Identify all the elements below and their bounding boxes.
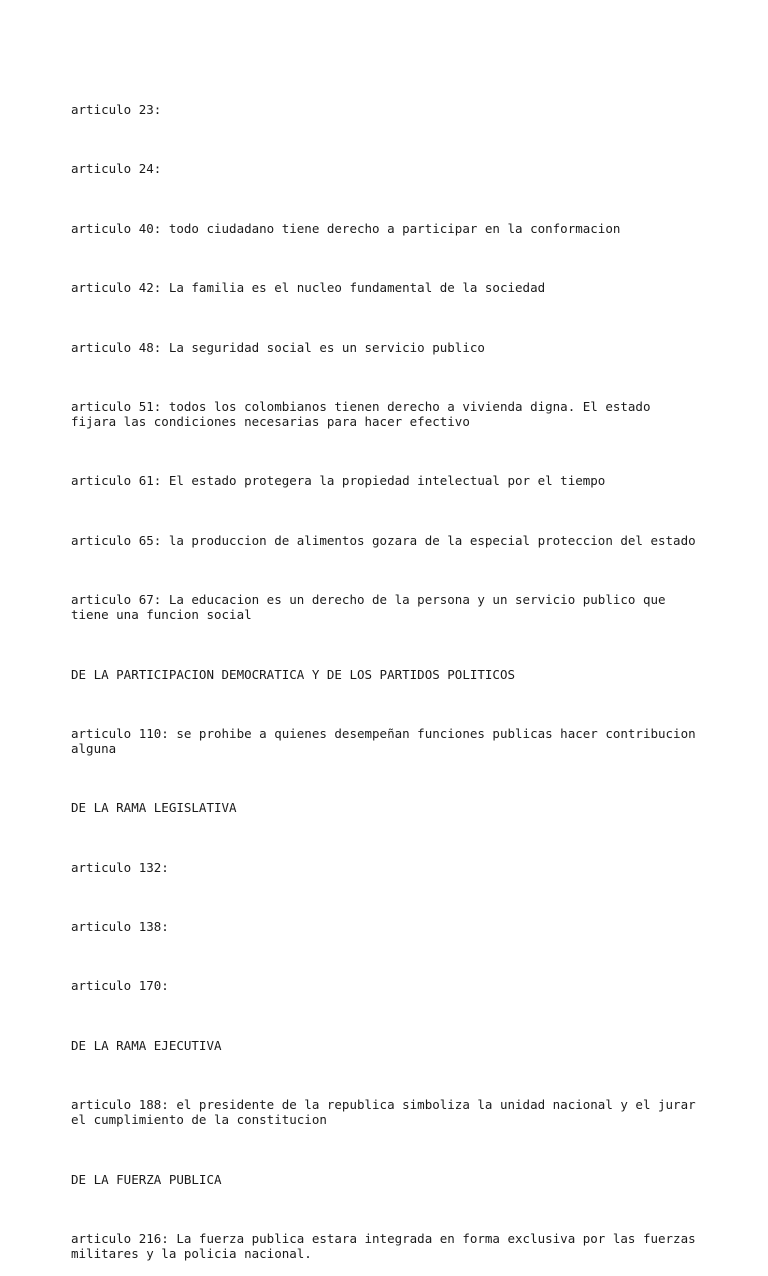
paragraph-articulo-61: articulo 61: El estado protegera la propiedad intelectual por el tiempo — [71, 473, 606, 489]
paragraph-articulo-24: articulo 24: — [71, 161, 162, 177]
paragraph-articulo-48: articulo 48: La seguridad social es un servicio publico — [71, 339, 485, 355]
paragraph-articulo-40: articulo 40: todo ciudadano tiene derecho a participar en la conformacion — [71, 220, 621, 236]
paragraph-articulo-23: articulo 23: — [71, 102, 162, 117]
paragraph-articulo-132: articulo 132: — [71, 859, 169, 875]
paragraph-articulo-51: articulo 51: todos los colombianos tienen derecho a vivienda digna. El estado fijara las condiciones necesarias para hacer efectivo — [71, 398, 651, 429]
section-heading-rama-legislativa: DE LA RAMA LEGISLATIVA — [71, 800, 237, 816]
paragraph-articulo-216: articulo 216: La fuerza publica estara integrada en forma exclusiva por las fuerzas militares y la policia nacional. — [71, 1231, 696, 1262]
section-heading-fuerza-publica: DE LA FUERZA PUBLICA — [71, 1171, 222, 1187]
paragraph-articulo-138: articulo 138: — [71, 919, 169, 935]
paragraph-articulo-42: articulo 42: La familia es el nucleo fundamental de la sociedad — [71, 280, 546, 296]
paragraph-articulo-188: articulo 188: el presidente de la republica simboliza la unidad nacional y el jurar el cumplimiento de la constitucion — [71, 1097, 696, 1128]
paragraph-articulo-110: articulo 110: se prohibe a quienes desempeñan funciones publicas hacer contribucion alguna — [71, 725, 696, 756]
paragraph-articulo-67: articulo 67: La educacion es un derecho de la persona y un servicio publico que tiene una funcion social — [71, 592, 666, 623]
section-heading-participacion: DE LA PARTICIPACION DEMOCRATICA Y DE LOS PARTIDOS POLITICOS — [71, 666, 516, 682]
paragraph-articulo-170: articulo 170: — [71, 978, 169, 994]
section-heading-rama-ejecutiva: DE LA RAMA EJECUTIVA — [71, 1037, 222, 1053]
paragraph-articulo-65: articulo 65: la produccion de alimentos gozara de la especial proteccion del estado — [71, 532, 696, 548]
document-page — [71, 72, 711, 1276]
